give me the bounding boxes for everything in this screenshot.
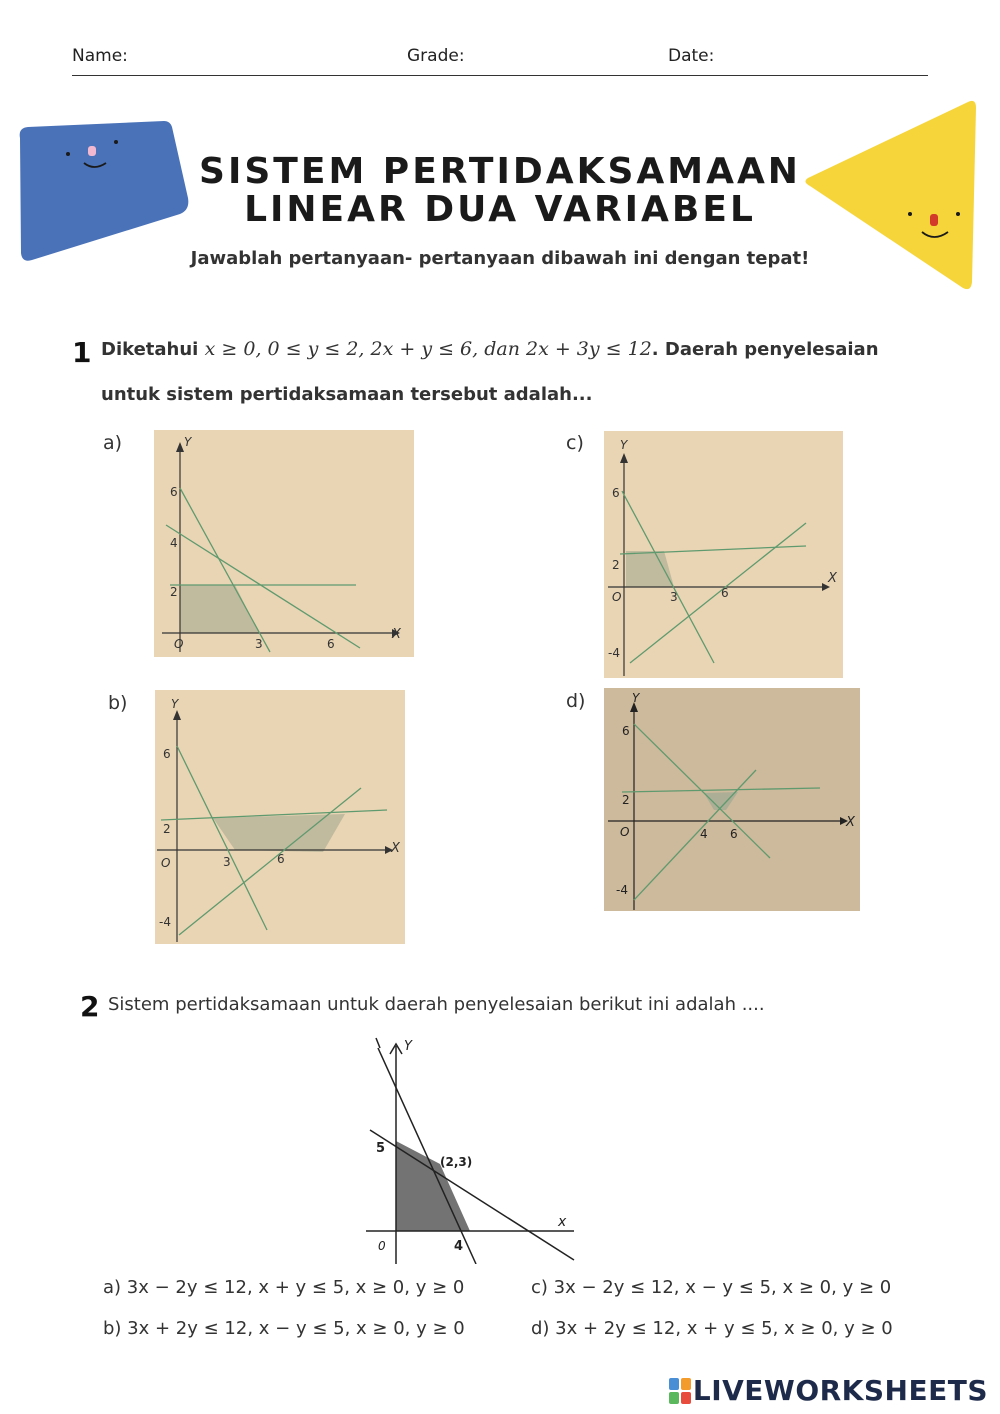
graph-d-axis-y: Y <box>632 691 640 705</box>
graph-c-axis-y: Y <box>620 438 628 452</box>
grade-label: Grade: <box>407 46 465 66</box>
graph-a-tick-y-3: 2 <box>170 585 178 599</box>
title-line-1: SISTEM PERTIDAKSAMAAN <box>199 151 801 192</box>
graph-b-tick-x-1: 3 <box>223 855 231 869</box>
graph-a-tick-y-1: 6 <box>170 485 178 499</box>
graph-c-tick-y-3: -4 <box>608 646 620 660</box>
graph-b-origin: O <box>161 856 171 870</box>
question-2-graph <box>366 1034 578 1264</box>
graph-a-axis-x: X <box>392 627 401 642</box>
graph-c-tick-y-2: 2 <box>612 558 620 572</box>
q2-tick-y: 5 <box>376 1141 386 1156</box>
question-1-math: x ≥ 0, 0 ≤ y ≤ 2, 2x + y ≤ 6, dan 2x + 3y ≤ 12 <box>204 338 652 360</box>
title-line-2: LINEAR DUA VARIABEL <box>244 189 756 230</box>
answer-d[interactable]: d) 3x + 2y ≤ 12, x + y ≤ 5, x ≥ 0, y ≥ 0 <box>531 1318 893 1339</box>
question-2-text: Sistem pertidaksamaan untuk daerah penyelesaian berikut ini adalah .... <box>108 994 765 1015</box>
question-1-text-line-2: untuk sistem pertidaksamaan tersebut adalah... <box>101 384 593 405</box>
graph-option-c[interactable] <box>604 431 843 678</box>
q2-origin: 0 <box>378 1239 386 1253</box>
graph-d-tick-x-1: 4 <box>700 827 708 841</box>
graph-b-tick-y-1: 6 <box>163 747 171 761</box>
q2-axis-y: Y <box>404 1039 412 1054</box>
liveworksheets-logo-text: LIVEWORKSHEETS <box>692 1374 988 1407</box>
graph-c-axis-x: X <box>828 571 837 586</box>
graph-a-origin: O <box>174 637 184 651</box>
question-1-prefix: Diketahui <box>101 339 199 360</box>
graph-c-tick-y-1: 6 <box>612 486 620 500</box>
graph-c-origin: O <box>612 590 622 604</box>
graph-option-d[interactable] <box>604 688 860 911</box>
graph-a-tick-x-1: 3 <box>255 637 263 651</box>
graph-c-tick-x-1: 3 <box>670 590 678 604</box>
graph-a-tick-x-2: 6 <box>327 637 335 651</box>
name-label: Name: <box>72 46 128 66</box>
answer-b[interactable]: b) 3x + 2y ≤ 12, x − y ≤ 5, x ≥ 0, y ≥ 0 <box>103 1318 465 1339</box>
graph-b-tick-y-3: -4 <box>159 915 171 929</box>
option-a-label: a) <box>103 432 123 454</box>
graph-b-axis-x: X <box>391 841 400 856</box>
q2-axis-x: x <box>558 1214 567 1230</box>
graph-d-tick-y-2: 2 <box>622 793 630 807</box>
question-1-suffix: . Daerah penyelesaian <box>651 339 879 360</box>
option-c-label: c) <box>566 432 584 454</box>
graph-d-tick-y-1: 6 <box>622 724 630 738</box>
graph-b-tick-x-2: 6 <box>277 852 285 866</box>
graph-d-tick-y-3: -4 <box>616 883 628 897</box>
graph-c-tick-x-2: 6 <box>721 586 729 600</box>
q2-point-label: (2,3) <box>440 1155 473 1169</box>
liveworksheets-logo <box>669 1374 988 1407</box>
graph-b-axis-y: Y <box>171 697 179 711</box>
question-1-number: 1 <box>72 336 92 369</box>
graph-a-axis-y: Y <box>184 435 192 449</box>
question-1-text <box>101 338 879 360</box>
q2-tick-x: 4 <box>454 1239 464 1254</box>
answer-a[interactable]: a) 3x − 2y ≤ 12, x + y ≤ 5, x ≥ 0, y ≥ 0 <box>103 1277 465 1298</box>
option-b-label: b) <box>108 692 128 714</box>
graph-a-tick-y-2: 4 <box>170 536 178 550</box>
graph-b-tick-y-2: 2 <box>163 822 171 836</box>
graph-option-a[interactable] <box>154 430 414 657</box>
liveworksheets-logo-icon <box>669 1378 691 1404</box>
date-label: Date: <box>668 46 715 66</box>
graph-d-tick-x-2: 6 <box>730 827 738 841</box>
instructions: Jawablah pertanyaan- pertanyaan dibawah ini dengan tepat! <box>190 248 810 269</box>
graph-option-b[interactable] <box>155 690 405 944</box>
header-underline <box>72 75 928 76</box>
graph-d-origin: O <box>620 825 630 839</box>
question-2-number: 2 <box>80 990 100 1023</box>
option-d-label: d) <box>566 690 586 712</box>
answer-c[interactable]: c) 3x − 2y ≤ 12, x − y ≤ 5, x ≥ 0, y ≥ 0 <box>531 1277 892 1298</box>
graph-d-axis-x: X <box>846 815 855 830</box>
